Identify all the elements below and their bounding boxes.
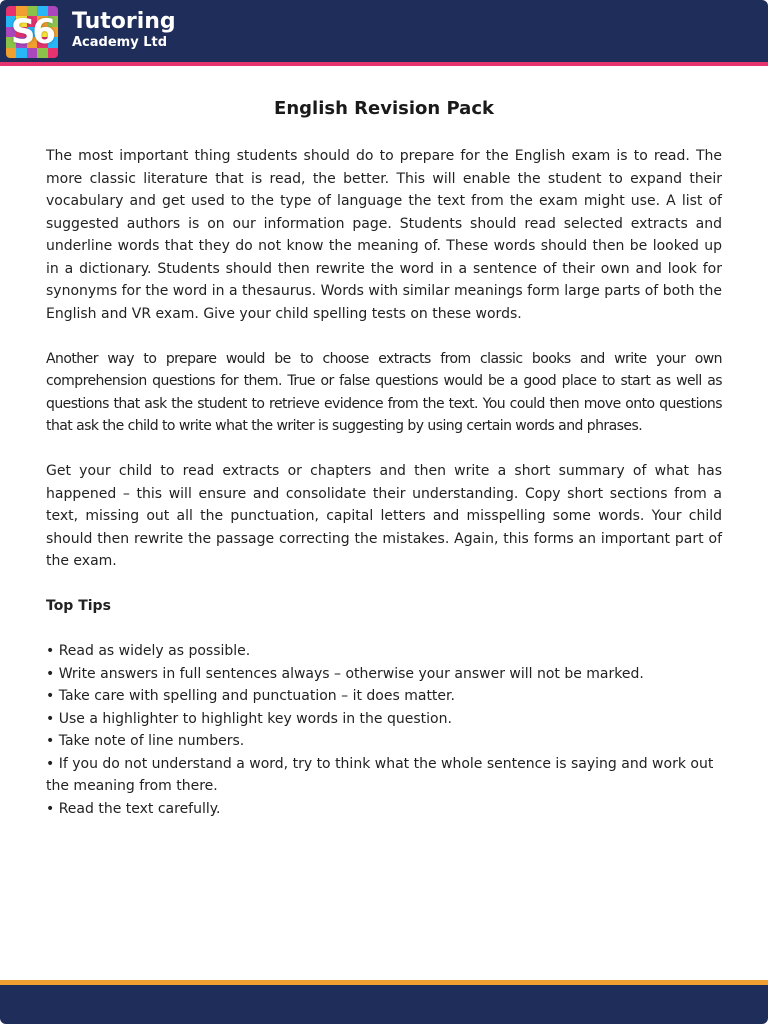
tips-heading: Top Tips (46, 598, 111, 614)
document-title: English Revision Pack (274, 98, 494, 119)
tip-item: • Write answers in full sentences always – otherwise your answer will not be marked. (46, 665, 644, 682)
tip-item: • Use a highlighter to highlight key words in the question. (46, 710, 452, 727)
document-body (46, 145, 722, 820)
tip-item: • If you do not understand a word, try to think what the whole sentence is saying and work out the meaning from there. (46, 755, 714, 794)
tip-item: • Read the text carefully. (46, 800, 221, 817)
page-header (0, 0, 768, 62)
brand-line-1: Tutoring (72, 9, 176, 34)
logo-mark-text: S6 (10, 12, 54, 52)
header-accent-stripe (0, 62, 768, 66)
tip-item: • Take care with spelling and punctuation – it does matter. (46, 688, 455, 704)
paragraph-comprehension: Another way to prepare would be to choose extracts from classic books and write your own comprehension questions for them. True or false questions would be a good place to start as well as questions that ask the student to retrieve evidence from the text. You could then move onto questions that ask the child to write what the writer is suggesting by using certain words and phrases. (46, 350, 722, 434)
tips-list (46, 640, 722, 820)
tip-item: • Take note of line numbers. (46, 733, 245, 749)
brand-line-2: Academy Ltd (72, 35, 168, 50)
page-footer (0, 985, 768, 1024)
paragraph-summary: Get your child to read extracts or chapters and then write a short summary of what has happened – this will ensure and consolidate their understanding. Copy short sections from a text, missing out all the punctuation, capital letters and misspelling some words. Your child should then rewrite the passage correcting the mistakes. Again, this forms an important part of the exam. (46, 463, 722, 569)
paragraph-reading: The most important thing students should do to prepare for the English exam is to read. The more classic literature that is read, the better. This will enable the student to expand their vocabulary and get used to the type of language the text from the exam might use. A list of suggested authors is on our information page. Students should read selected extracts and underline words that they do not know the meaning of. These words should then be looked up in a dictionary. Students should then rewrite the word in a sentence of their own and look for synonyms for the word in a thesaurus. Words with similar meanings form large parts of both the English and VR exam. Give your child spelling tests on these words. (46, 148, 722, 322)
tip-item: • Read as widely as possible. (46, 643, 251, 659)
brand-name (72, 10, 176, 51)
